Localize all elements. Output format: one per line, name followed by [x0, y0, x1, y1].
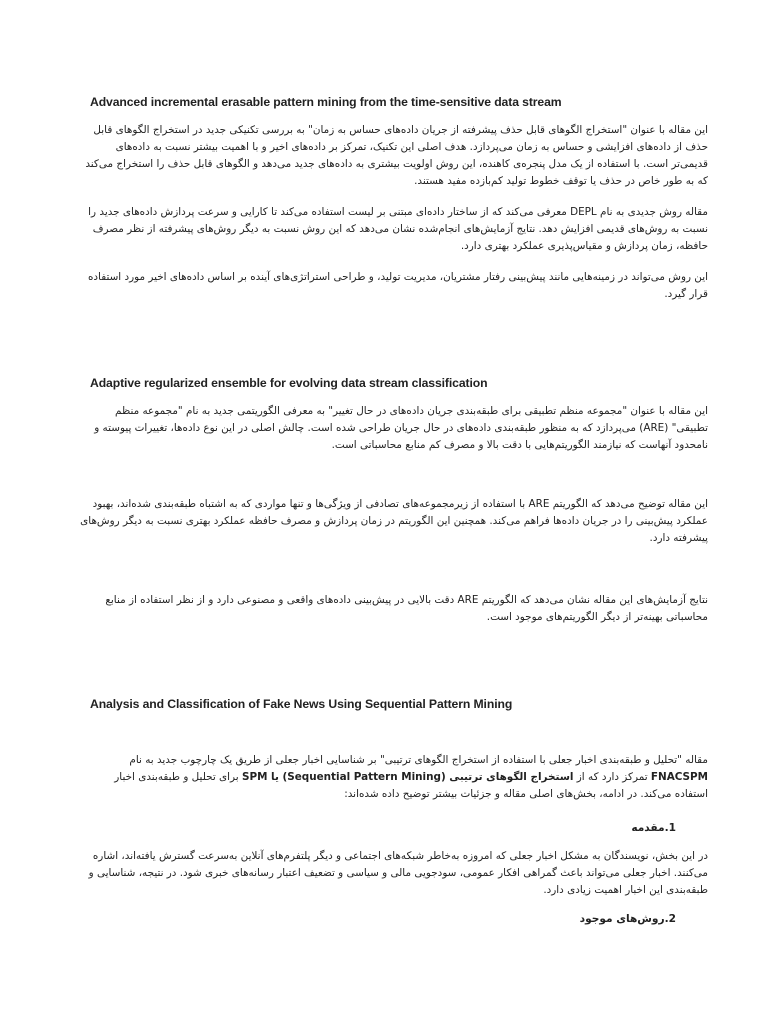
- intro-text-1: مقاله "تحلیل و طبقه‌بندی اخبار جعلی با استفاده از استخراج الگوهای ترتیبی" بر شناسایی اخبار جعلی از طریق یک چارچوب جدید به نام: [129, 754, 708, 766]
- section-3-intro: [78, 752, 708, 803]
- subsection-1-title: 1.مقدمه: [631, 822, 676, 834]
- subsection-2-title: 2.روش‌های موجود: [579, 913, 676, 925]
- section-2-paragraph-1: این مقاله با عنوان "مجموعه منظم تطبیقی برای طبقه‌بندی جریان داده‌های در حال تغییر" به معرفی الگوریتمی جدید به نام "مجموعه منظم تطبیقی" (ARE) می‌پردازد که به منظور طبقه‌بندی داده‌های در حال جریان طراحی شده است. چالش اصلی در این نوع داده‌ها، تغییرات پیوسته و نامحدود آنهاست که نیازمند الگوریتم‌هایی با دقت بالا و مصرف کم منابع محاسباتی است.: [94, 405, 708, 451]
- section-2-paragraph-3: نتایج آزمایش‌های این مقاله نشان می‌دهد که الگوریتم ARE دقت بالایی در پیش‌بینی داده‌های واقعی و مصنوعی دارد و از نظر استفاده از منابع محاسباتی بهینه‌تر از دیگر الگوریتم‌های موجود است.: [105, 594, 708, 623]
- section-2-title: Adaptive regularized ensemble for evolving data stream classification: [90, 376, 488, 390]
- section-3-title: Analysis and Classification of Fake News Using Sequential Pattern Mining: [90, 697, 513, 711]
- intro-text-3: برای تحلیل و طبقه‌بندی اخبار استفاده می‌کند. در ادامه، بخش‌های اصلی مقاله و جزئیات بیشتر توضیح داده شده‌اند:: [114, 771, 708, 800]
- section-2-paragraph-2: این مقاله توضیح می‌دهد که الگوریتم ARE با استفاده از زیرمجموعه‌های تصادفی از ویژگی‌ها و تنها مواردی که به اشتباه طبقه‌بندی شده‌اند، بهبود عملکرد پیش‌بینی را در جریان داده‌ها فراهم می‌کند. همچنین این الگوریتم در زمان پردازش و مصرف حافظه عملکرد بهتری نسبت به دیگر روش‌های پیشرفته دارد.: [80, 498, 708, 544]
- subsection-1-text: در این بخش، نویسندگان به مشکل اخبار جعلی که امروزه به‌خاطر شبکه‌های اجتماعی و دیگر پلتفرم‌های آنلاین به‌سرعت گسترش یافته‌اند، اشاره می‌کنند. اخبار جعلی می‌تواند باعث گمراهی افکار عمومی، سودجویی مالی و سیاسی و تضعیف اعتبار رسانه‌های خبری شود. در نتیجه، شناسایی و طبقه‌بندی این اخبار اهمیت زیادی دارد.: [88, 850, 708, 896]
- fnacspm-term: FNACSPM: [650, 771, 708, 783]
- section-1-paragraph-1: این مقاله با عنوان "استخراج الگوهای قابل حذف پیشرفته از جریان داده‌های حساس به زمان" به بررسی تکنیکی جدید در استخراج الگوهای قابل حذف از داده‌های افزایشی و حساس به زمان می‌پردازد. هدف اصلی این تکنیک، تمرکز بر داده‌های اخیر و با اهمیت بیشتر نسبت به داده‌های قدیمی‌تر است. با استفاده از یک مدل پنجره‌ی کاهنده، این روش اولویت بیشتری به داده‌های جدید می‌دهد و الگوهای قابل حذف را استخراج می‌کند که به طور خاص در حذف یا توقف خطوط تولید کم‌بازده مفید هستند.: [85, 124, 708, 187]
- section-1-paragraph-2: مقاله روش جدیدی به نام DEPL معرفی می‌کند که از ساختار داده‌ای مبتنی بر لیست استفاده می‌کند تا کارایی و سرعت پردازش داده‌های جدید را نسبت به روش‌های قدیمی افزایش دهد. نتایج آزمایش‌های انجام‌شده نشان می‌دهد که این روش نسبت به دیگر روش‌های پیشرفته از نظر مصرف حافظه، زمان پردازش و مقیاس‌پذیری عملکرد بهتری دارد.: [88, 206, 708, 252]
- section-1-paragraph-3: این روش می‌تواند در زمینه‌هایی مانند پیش‌بینی رفتار مشتریان، مدیریت تولید، و طراحی استراتژی‌های آینده بر اساس داده‌های اخیر مورد استفاده قرار گیرد.: [87, 271, 708, 300]
- spm-term: استخراج الگوهای ترتیبی (Sequential Pattern Mining) یا SPM: [241, 771, 574, 783]
- section-1-title: Advanced incremental erasable pattern mining from the time-sensitive data stream: [90, 95, 562, 109]
- intro-text-2: تمرکز دارد که از: [573, 771, 651, 783]
